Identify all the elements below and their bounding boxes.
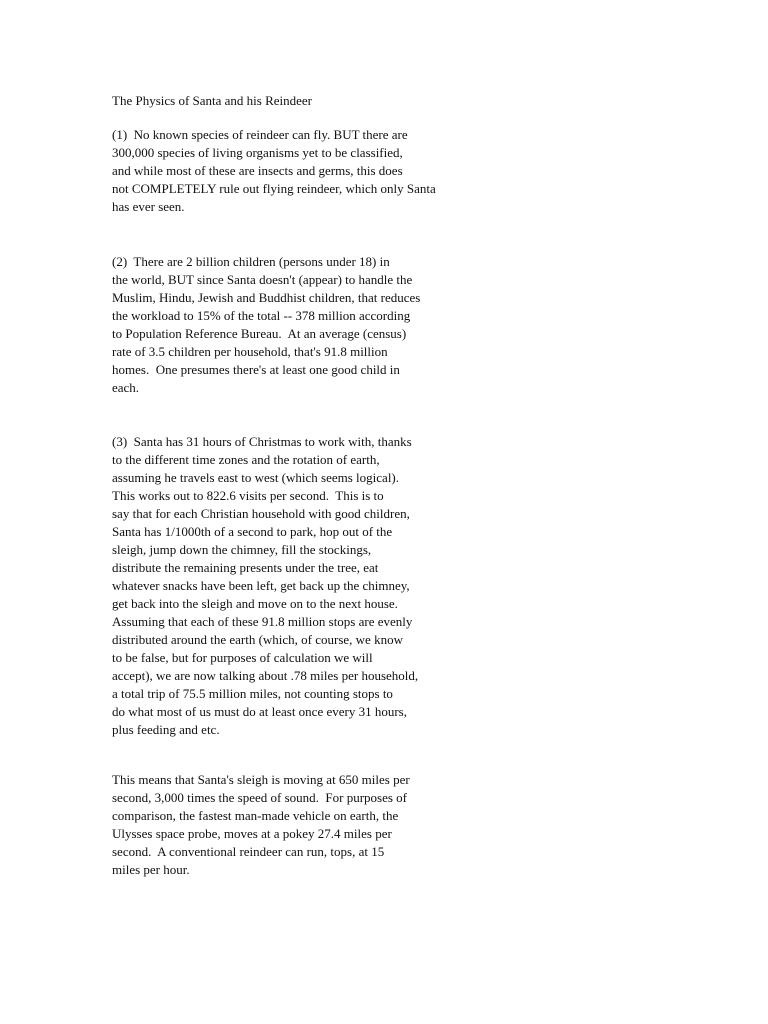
paragraph-line: accept), we are now talking about .78 miles per household,	[112, 668, 419, 683]
paragraph-line: to Population Reference Bureau. At an average (census)	[112, 326, 407, 341]
paragraph-line: (2) There are 2 billion children (persons under 18) in	[112, 254, 390, 269]
paragraph-line: 300,000 species of living organisms yet to be classified,	[112, 145, 403, 160]
paragraph-line: say that for each Christian household with good children,	[112, 506, 410, 521]
paragraph-line: get back into the sleigh and move on to the next house.	[112, 596, 398, 611]
paragraph-line: to be false, but for purposes of calculation we will	[112, 650, 373, 665]
paragraph-1	[112, 126, 436, 216]
paragraph-line: Santa has 1/1000th of a second to park, hop out of the	[112, 524, 393, 539]
paragraph-line: This means that Santa's sleigh is moving at 650 miles per	[112, 772, 410, 787]
paragraph-line: whatever snacks have been left, get back up the chimney,	[112, 578, 410, 593]
paragraph-line: Ulysses space probe, moves at a pokey 27.4 miles per	[112, 826, 392, 841]
paragraph-line: distributed around the earth (which, of course, we know	[112, 632, 403, 647]
paragraph-line: sleigh, jump down the chimney, fill the stockings,	[112, 542, 372, 557]
paragraph-line: the world, BUT since Santa doesn't (appear) to handle the	[112, 272, 413, 287]
paragraph-line: has ever seen.	[112, 199, 185, 214]
paragraph-line: to the different time zones and the rotation of earth,	[112, 452, 380, 467]
paragraph-line: each.	[112, 380, 140, 395]
paragraph-line: assuming he travels east to west (which seems logical).	[112, 470, 400, 485]
paragraph-line: second, 3,000 times the speed of sound. For purposes of	[112, 790, 407, 805]
paragraph-4	[112, 771, 410, 879]
paragraph-line: (1) No known species of reindeer can fly. BUT there are	[112, 127, 408, 142]
document-title	[112, 92, 312, 110]
paragraph-line: not COMPLETELY rule out flying reindeer, which only Santa	[112, 181, 436, 196]
paragraph-line: comparison, the fastest man-made vehicle on earth, the	[112, 808, 399, 823]
paragraph-line: homes. One presumes there's at least one good child in	[112, 362, 400, 377]
paragraph-line: plus feeding and etc.	[112, 722, 220, 737]
title-text: The Physics of Santa and his Reindeer	[112, 93, 313, 108]
paragraph-line: miles per hour.	[112, 862, 190, 877]
paragraph-line: do what most of us must do at least once every 31 hours,	[112, 704, 407, 719]
paragraph-line: Muslim, Hindu, Jewish and Buddhist children, that reduces	[112, 290, 421, 305]
paragraph-line: second. A conventional reindeer can run, tops, at 15	[112, 844, 385, 859]
paragraph-line: This works out to 822.6 visits per second. This is to	[112, 488, 384, 503]
paragraph-line: Assuming that each of these 91.8 million stops are evenly	[112, 614, 413, 629]
paragraph-line: (3) Santa has 31 hours of Christmas to work with, thanks	[112, 434, 412, 449]
paragraph-line: and while most of these are insects and germs, this does	[112, 163, 403, 178]
paragraph-2	[112, 253, 420, 397]
paragraph-line: the workload to 15% of the total -- 378 million according	[112, 308, 411, 323]
paragraph-line: distribute the remaining presents under the tree, eat	[112, 560, 379, 575]
paragraph-line: a total trip of 75.5 million miles, not counting stops to	[112, 686, 393, 701]
paragraph-line: rate of 3.5 children per household, that's 91.8 million	[112, 344, 388, 359]
paragraph-3	[112, 433, 418, 739]
